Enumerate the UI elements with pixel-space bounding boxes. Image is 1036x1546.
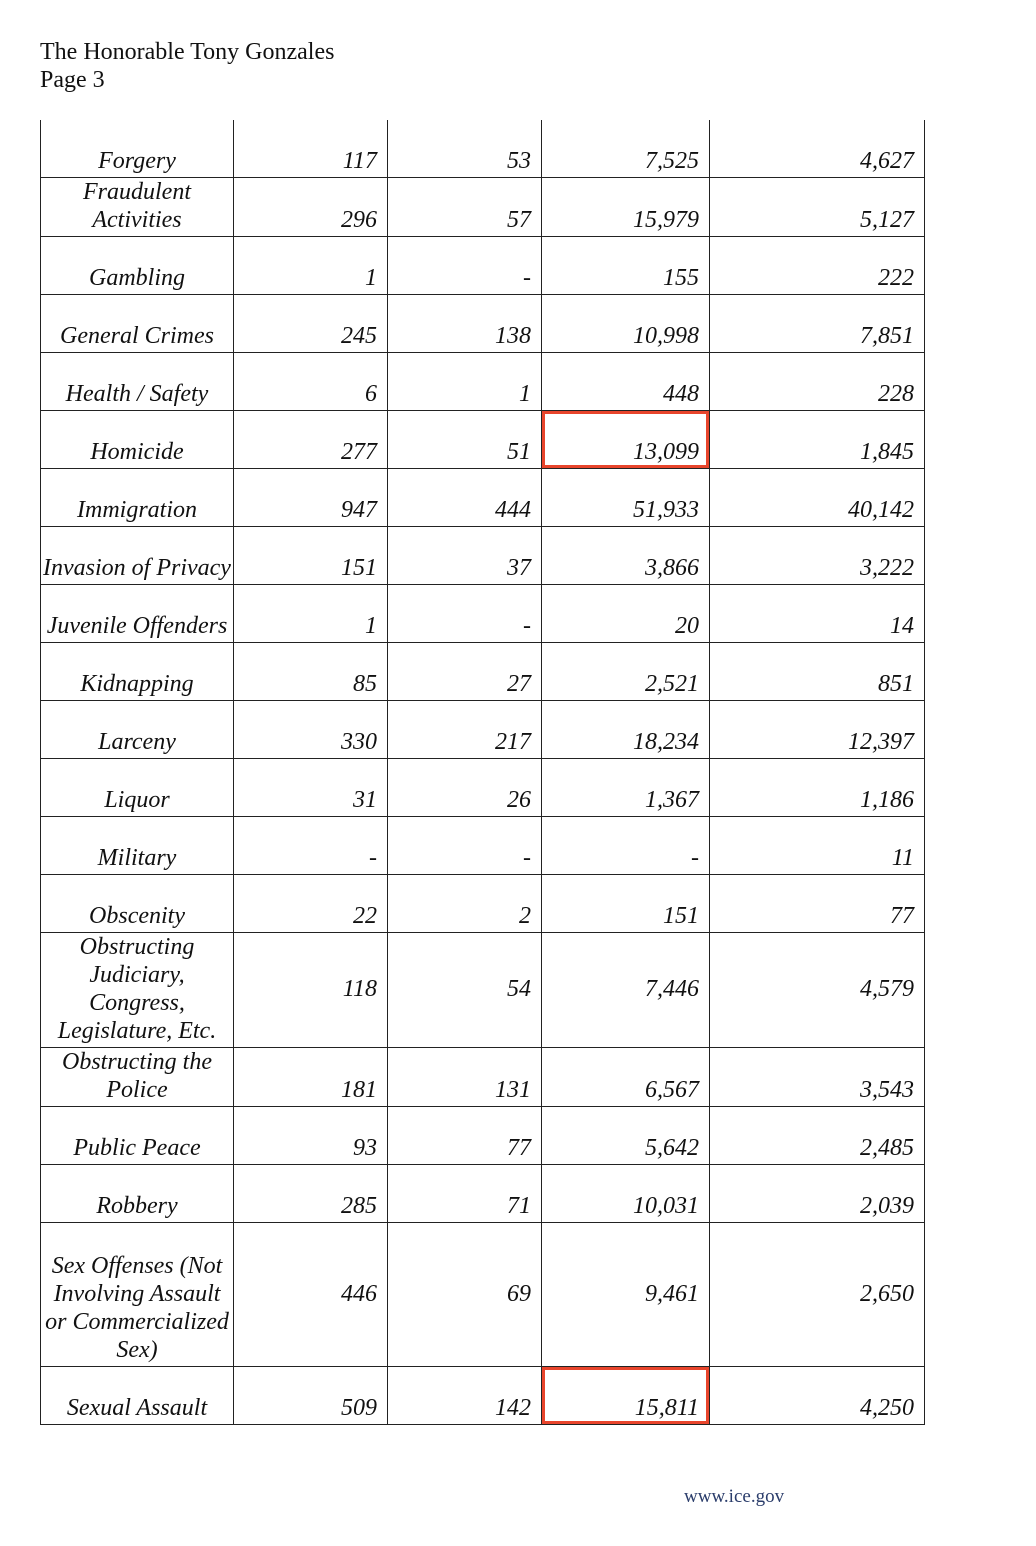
highlight-box bbox=[542, 1367, 709, 1424]
value-cell-col2: 57 bbox=[388, 178, 542, 237]
offense-category: Obscenity bbox=[41, 875, 234, 933]
value-cell-col4: 7,851 bbox=[710, 295, 925, 353]
value-cell-col4: 4,250 bbox=[710, 1367, 925, 1425]
value-cell-col2: 51 bbox=[388, 411, 542, 469]
value-cell-col4: 1,845 bbox=[710, 411, 925, 469]
value-cell-col1: 22 bbox=[234, 875, 388, 933]
value-cell-col3: 151 bbox=[542, 875, 710, 933]
value-cell-col1: 118 bbox=[234, 933, 388, 1048]
value-cell-col1: 509 bbox=[234, 1367, 388, 1425]
highlight-box bbox=[542, 411, 709, 468]
page-number: Page 3 bbox=[40, 67, 105, 93]
value-cell-col1: 85 bbox=[234, 643, 388, 701]
table-row bbox=[41, 759, 925, 817]
value-cell-col4: 12,397 bbox=[710, 701, 925, 759]
value-cell-col1: 277 bbox=[234, 411, 388, 469]
offense-category: Obstructing Judiciary, Congress, Legislature, Etc. bbox=[41, 933, 234, 1048]
table-row bbox=[41, 1367, 925, 1425]
value-cell-col3: 155 bbox=[542, 237, 710, 295]
table-row bbox=[41, 178, 925, 237]
value-cell-col2: 138 bbox=[388, 295, 542, 353]
value-cell-col3: 2,521 bbox=[542, 643, 710, 701]
value-cell-col3: 7,446 bbox=[542, 933, 710, 1048]
value-cell-col4: 4,627 bbox=[710, 120, 925, 178]
table-row bbox=[41, 1048, 925, 1107]
offense-category: Juvenile Offenders bbox=[41, 585, 234, 643]
value-cell-col2: 217 bbox=[388, 701, 542, 759]
offense-category: Robbery bbox=[41, 1165, 234, 1223]
value-cell-col2: 54 bbox=[388, 933, 542, 1048]
value-cell-col4: 3,222 bbox=[710, 527, 925, 585]
offense-category: Liquor bbox=[41, 759, 234, 817]
value-cell-col2: 26 bbox=[388, 759, 542, 817]
value-cell-col3: 1,367 bbox=[542, 759, 710, 817]
offense-category: Larceny bbox=[41, 701, 234, 759]
table-row bbox=[41, 643, 925, 701]
value-cell-col4: 4,579 bbox=[710, 933, 925, 1048]
value-cell-col2: 69 bbox=[388, 1223, 542, 1367]
value-cell-col1: 151 bbox=[234, 527, 388, 585]
table-row bbox=[41, 933, 925, 1048]
value-cell-col4: 228 bbox=[710, 353, 925, 411]
value-cell-col4: 5,127 bbox=[710, 178, 925, 237]
value-cell-col1: 285 bbox=[234, 1165, 388, 1223]
value-cell-col1: 330 bbox=[234, 701, 388, 759]
value-cell-col4: 77 bbox=[710, 875, 925, 933]
value-cell-col2: 142 bbox=[388, 1367, 542, 1425]
value-cell-col1: 1 bbox=[234, 237, 388, 295]
value-cell-col4: 222 bbox=[710, 237, 925, 295]
offense-category: Military bbox=[41, 817, 234, 875]
offense-category: Forgery bbox=[41, 120, 234, 178]
table-row bbox=[41, 469, 925, 527]
table-row bbox=[41, 237, 925, 295]
value-cell-col4: 3,543 bbox=[710, 1048, 925, 1107]
value-cell-col2: 27 bbox=[388, 643, 542, 701]
value-cell-col1: - bbox=[234, 817, 388, 875]
value-cell-col2: 131 bbox=[388, 1048, 542, 1107]
table-row bbox=[41, 527, 925, 585]
table-row bbox=[41, 295, 925, 353]
value-cell-col1: 181 bbox=[234, 1048, 388, 1107]
table-row bbox=[41, 1223, 925, 1367]
value-cell-col2: - bbox=[388, 817, 542, 875]
value-cell-col3: 9,461 bbox=[542, 1223, 710, 1367]
value-cell-col3: 3,866 bbox=[542, 527, 710, 585]
value-cell-col2: 71 bbox=[388, 1165, 542, 1223]
value-cell-col4: 14 bbox=[710, 585, 925, 643]
value-cell-col3: 10,031 bbox=[542, 1165, 710, 1223]
table-row bbox=[41, 411, 925, 469]
table-row bbox=[41, 120, 925, 178]
value-cell-col3: 51,933 bbox=[542, 469, 710, 527]
value-cell-col1: 296 bbox=[234, 178, 388, 237]
value-cell-col2: - bbox=[388, 585, 542, 643]
value-cell-col4: 1,186 bbox=[710, 759, 925, 817]
value-cell-col4: 2,039 bbox=[710, 1165, 925, 1223]
value-cell-col3: 10,998 bbox=[542, 295, 710, 353]
value-cell-col4: 2,485 bbox=[710, 1107, 925, 1165]
offense-category: Kidnapping bbox=[41, 643, 234, 701]
value-cell-col3: 18,234 bbox=[542, 701, 710, 759]
value-cell-col1: 446 bbox=[234, 1223, 388, 1367]
recipient-line: The Honorable Tony Gonzales bbox=[40, 39, 335, 65]
value-cell-col3: 20 bbox=[542, 585, 710, 643]
value-cell-col4: 40,142 bbox=[710, 469, 925, 527]
offense-category: Health / Safety bbox=[41, 353, 234, 411]
value-cell-col3: 7,525 bbox=[542, 120, 710, 178]
value-cell-col4: 851 bbox=[710, 643, 925, 701]
value-cell-col3: 13,099 bbox=[542, 411, 710, 469]
value-cell-col1: 93 bbox=[234, 1107, 388, 1165]
table-row bbox=[41, 875, 925, 933]
value-cell-col3: 15,979 bbox=[542, 178, 710, 237]
offense-category: Homicide bbox=[41, 411, 234, 469]
value-cell-col1: 31 bbox=[234, 759, 388, 817]
offense-category: Sexual Assault bbox=[41, 1367, 234, 1425]
value-cell-col3: 6,567 bbox=[542, 1048, 710, 1107]
value-cell-col2: 444 bbox=[388, 469, 542, 527]
table-row bbox=[41, 701, 925, 759]
footer-url[interactable]: www.ice.gov bbox=[684, 1486, 785, 1507]
value-cell-col1: 947 bbox=[234, 469, 388, 527]
value-cell-col1: 117 bbox=[234, 120, 388, 178]
offense-category: Gambling bbox=[41, 237, 234, 295]
value-cell-col3: 15,811 bbox=[542, 1367, 710, 1425]
value-cell-col4: 11 bbox=[710, 817, 925, 875]
value-cell-col1: 1 bbox=[234, 585, 388, 643]
table-row bbox=[41, 1165, 925, 1223]
value-cell-col1: 245 bbox=[234, 295, 388, 353]
value-cell-col4: 2,650 bbox=[710, 1223, 925, 1367]
offense-category: Public Peace bbox=[41, 1107, 234, 1165]
value-cell-col2: 53 bbox=[388, 120, 542, 178]
offense-category: Fraudulent Activities bbox=[41, 178, 234, 237]
table-row bbox=[41, 585, 925, 643]
offense-category: Immigration bbox=[41, 469, 234, 527]
table-row bbox=[41, 1107, 925, 1165]
value-cell-col2: - bbox=[388, 237, 542, 295]
offense-category: Invasion of Privacy bbox=[41, 527, 234, 585]
table-body bbox=[41, 120, 925, 1425]
value-cell-col3: 5,642 bbox=[542, 1107, 710, 1165]
table-row bbox=[41, 353, 925, 411]
value-cell-col2: 2 bbox=[388, 875, 542, 933]
table-row bbox=[41, 817, 925, 875]
value-cell-col2: 1 bbox=[388, 353, 542, 411]
offense-category: Obstructing the Police bbox=[41, 1048, 234, 1107]
offense-category: Sex Offenses (Not Involving Assault or Commercialized Sex) bbox=[41, 1223, 234, 1367]
value-cell-col3: - bbox=[542, 817, 710, 875]
value-cell-col2: 77 bbox=[388, 1107, 542, 1165]
offense-category: General Crimes bbox=[41, 295, 234, 353]
value-cell-col3: 448 bbox=[542, 353, 710, 411]
value-cell-col1: 6 bbox=[234, 353, 388, 411]
crime-statistics-table bbox=[40, 120, 924, 1421]
letter-header bbox=[40, 38, 334, 94]
value-cell-col2: 37 bbox=[388, 527, 542, 585]
